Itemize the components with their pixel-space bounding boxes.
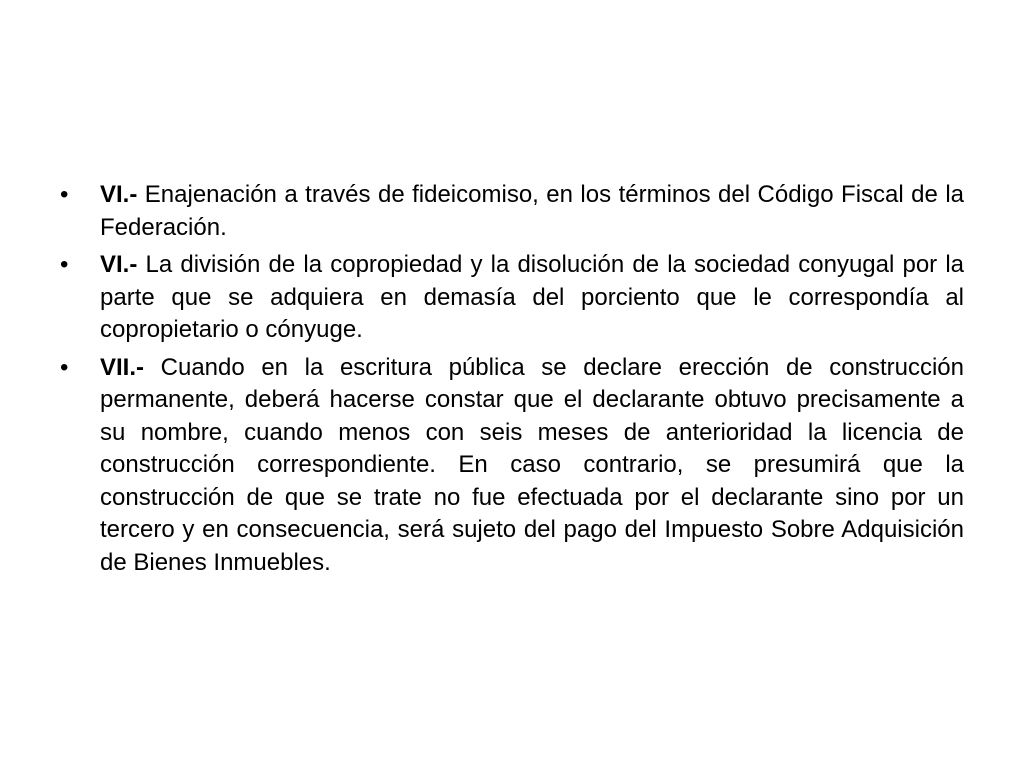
item-label: VI.- bbox=[100, 181, 145, 208]
item-label: VII.- bbox=[100, 353, 161, 381]
item-text: La división de la copropiedad y la disolución de la sociedad conyugal por la parte que se adquiera en demasía del porciento que le correspondía al copropietario o cónyuge. bbox=[100, 251, 964, 343]
item-label: VI.- bbox=[100, 251, 146, 278]
bullet-icon: • bbox=[60, 181, 69, 208]
bullet-icon: • bbox=[60, 251, 69, 278]
list-item bbox=[60, 352, 964, 580]
item-text: Cuando en la escritura pública se declare erección de construcción permanente, deberá hacerse constar que el declarante obtuvo precisamente a su nombre, cuando menos con seis meses de anterioridad la licencia de construcción correspondiente. En caso contrario, se presumirá que la construcción de que se trate no fue efectuada por el declarante sino por un tercero y en consecuencia, será sujeto del pago del Impuesto Sobre Adquisición de Bienes Inmuebles. bbox=[100, 353, 965, 576]
bullet-list bbox=[60, 179, 964, 584]
bullet-icon: • bbox=[60, 353, 69, 381]
item-text: Enajenación a través de fideicomiso, en los términos del Código Fiscal de la Federación. bbox=[100, 181, 964, 241]
list-item bbox=[60, 179, 964, 244]
list-item bbox=[60, 249, 964, 347]
